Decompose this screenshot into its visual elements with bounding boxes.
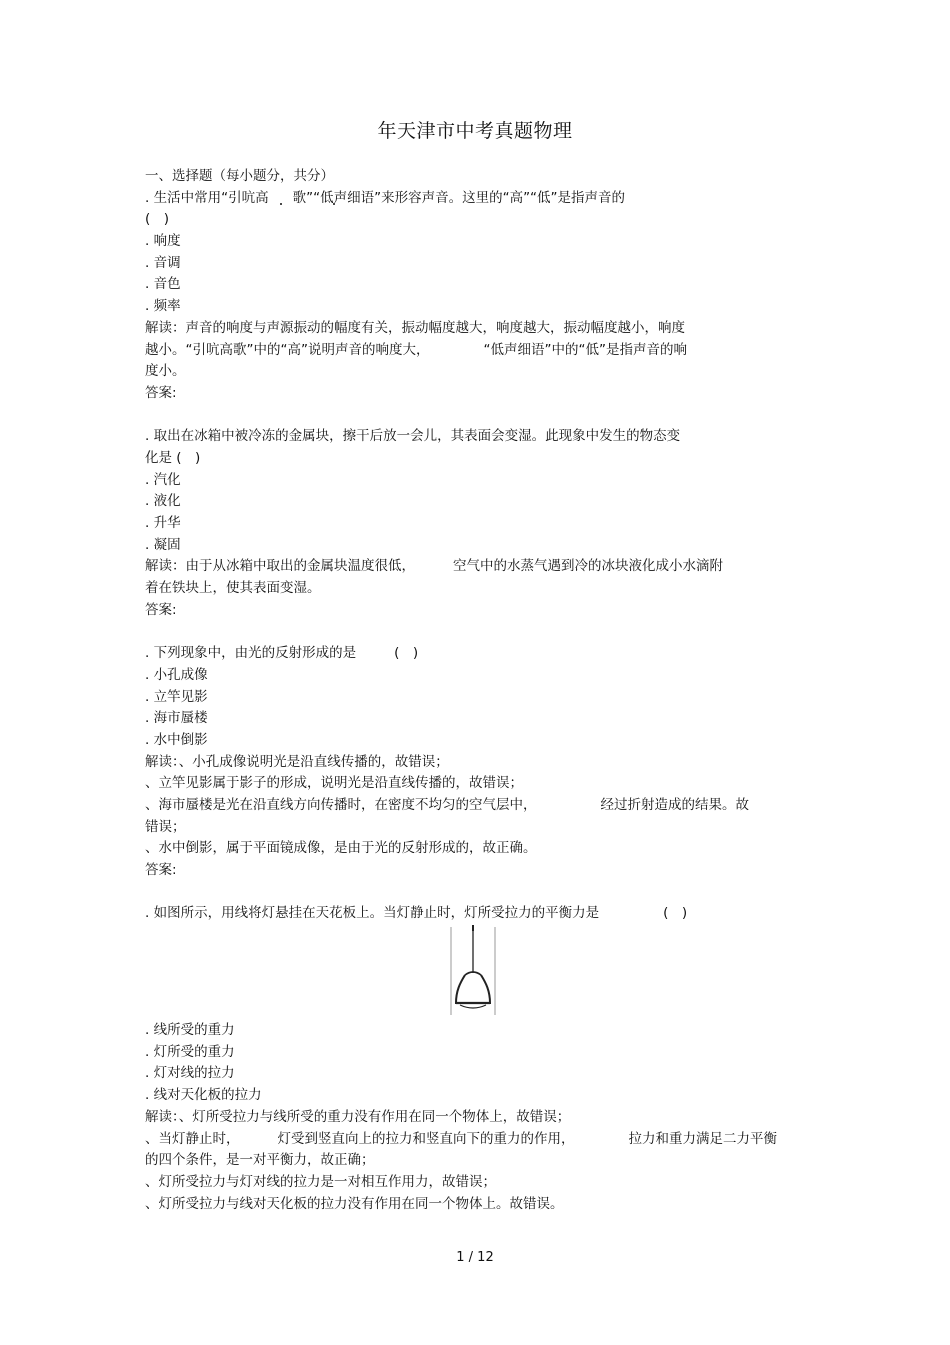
q1-option: . 频率 [145, 298, 181, 315]
section-heading: 一、选择题（每小题分，共分） [145, 168, 334, 184]
document-body [145, 166, 805, 1215]
q4-option: . 线对天化板的拉力 [145, 1087, 262, 1104]
q2-analysis: 解读：由于从冰箱中取出的金属块温度很低， 空气中的水蒸气遇到冷的冰块液化成小水滴附 [145, 558, 723, 575]
q4-analysis: 、灯所受拉力与灯对线的拉力是一对相互作用力，故错误； [145, 1173, 496, 1190]
q4-analysis: 、当灯静止时， 灯受到竖直向上的拉力和竖直向下的重力的作用， 拉力和重力满足二力平衡 [145, 1130, 777, 1147]
q1-option: . 音调 [145, 254, 181, 271]
q3-option: . 水中倒影 [145, 731, 208, 748]
q4-option: . 灯对线的拉力 [145, 1065, 235, 1082]
q3-analysis: 错误； [145, 818, 186, 835]
q2-answer: 答案: [145, 601, 177, 618]
q1-analysis: 解读：声音的响度与声源振动的幅度有关，振动幅度越大，响度越大，振动幅度越小，响度 [145, 319, 685, 336]
q3-stem: . 下列现象中，由光的反射形成的是 ( ) [145, 645, 419, 662]
q1-option: . 响度 [145, 233, 181, 250]
q3-analysis: 、海市蜃楼是光在沿直线方向传播时，在密度不均匀的空气层中， 经过折射造成的结果。故 [145, 796, 749, 813]
q2-analysis: 着在铁块上，使其表面变湿。 [145, 580, 321, 597]
q3-option: . 立竿见影 [145, 688, 208, 705]
q2-option: . 液化 [145, 493, 181, 510]
q2-option: . 凝固 [145, 536, 181, 553]
q2-stem: . 取出在冰箱中被冷冻的金属块，擦干后放一会儿，其表面会变湿。此现象中发生的物态变 [145, 428, 681, 445]
q1-answer: 答案: [145, 384, 177, 401]
q3-option: . 海市蜃楼 [145, 710, 208, 727]
q1-analysis: 越小。“引吭高歌”中的“高”说明声音的响度大， “低声细语”中的“低”是指声音的响 [145, 341, 687, 358]
q4-option: . 线所受的重力 [145, 1022, 235, 1039]
hanging-lamp-icon [450, 925, 496, 1017]
hanging-lamp-figure [145, 925, 805, 1020]
q1-stem: . 生活中常用“引吭高 歌”“低声细语”来形容声音。这里的“高”“低”是指声音的 [145, 189, 626, 206]
q1-option: . 音色 [145, 276, 181, 293]
q4-option: . 灯所受的重力 [145, 1043, 235, 1060]
q3-option: . 小孔成像 [145, 666, 208, 683]
q2-stem-cont: 化是 ( ) [145, 449, 201, 466]
q4-analysis: 、灯所受拉力与线对天化板的拉力没有作用在同一个物体上。故错误。 [145, 1195, 564, 1212]
q4-analysis: 的四个条件，是一对平衡力，故正确； [145, 1152, 375, 1169]
q4-analysis: 解读：、灯所受拉力与线所受的重力没有作用在同一个物体上，故错误； [145, 1108, 571, 1125]
q3-answer: 答案: [145, 862, 177, 878]
q3-analysis: 解读：、小孔成像说明光是沿直线传播的，故错误； [145, 753, 449, 770]
page-title: 年天津市中考真题物理 [377, 120, 573, 142]
q4-stem: . 如图所示，用线将灯悬挂在天花板上。当灯静止时，灯所受拉力的平衡力是 ( ) [145, 905, 688, 922]
q2-option: . 升华 [145, 515, 181, 531]
q3-analysis: 、水中倒影，属于平面镜成像，是由于光的反射形成的，故正确。 [145, 840, 537, 857]
q1-stem-cont: ( ) [145, 211, 170, 228]
q2-option: . 汽化 [145, 471, 181, 488]
q3-analysis: 、立竿见影属于影子的形成，说明光是沿直线传播的，故错误； [145, 775, 523, 792]
page-number: 1 / 12 [456, 1250, 494, 1265]
q1-analysis: 度小。 [145, 363, 186, 380]
